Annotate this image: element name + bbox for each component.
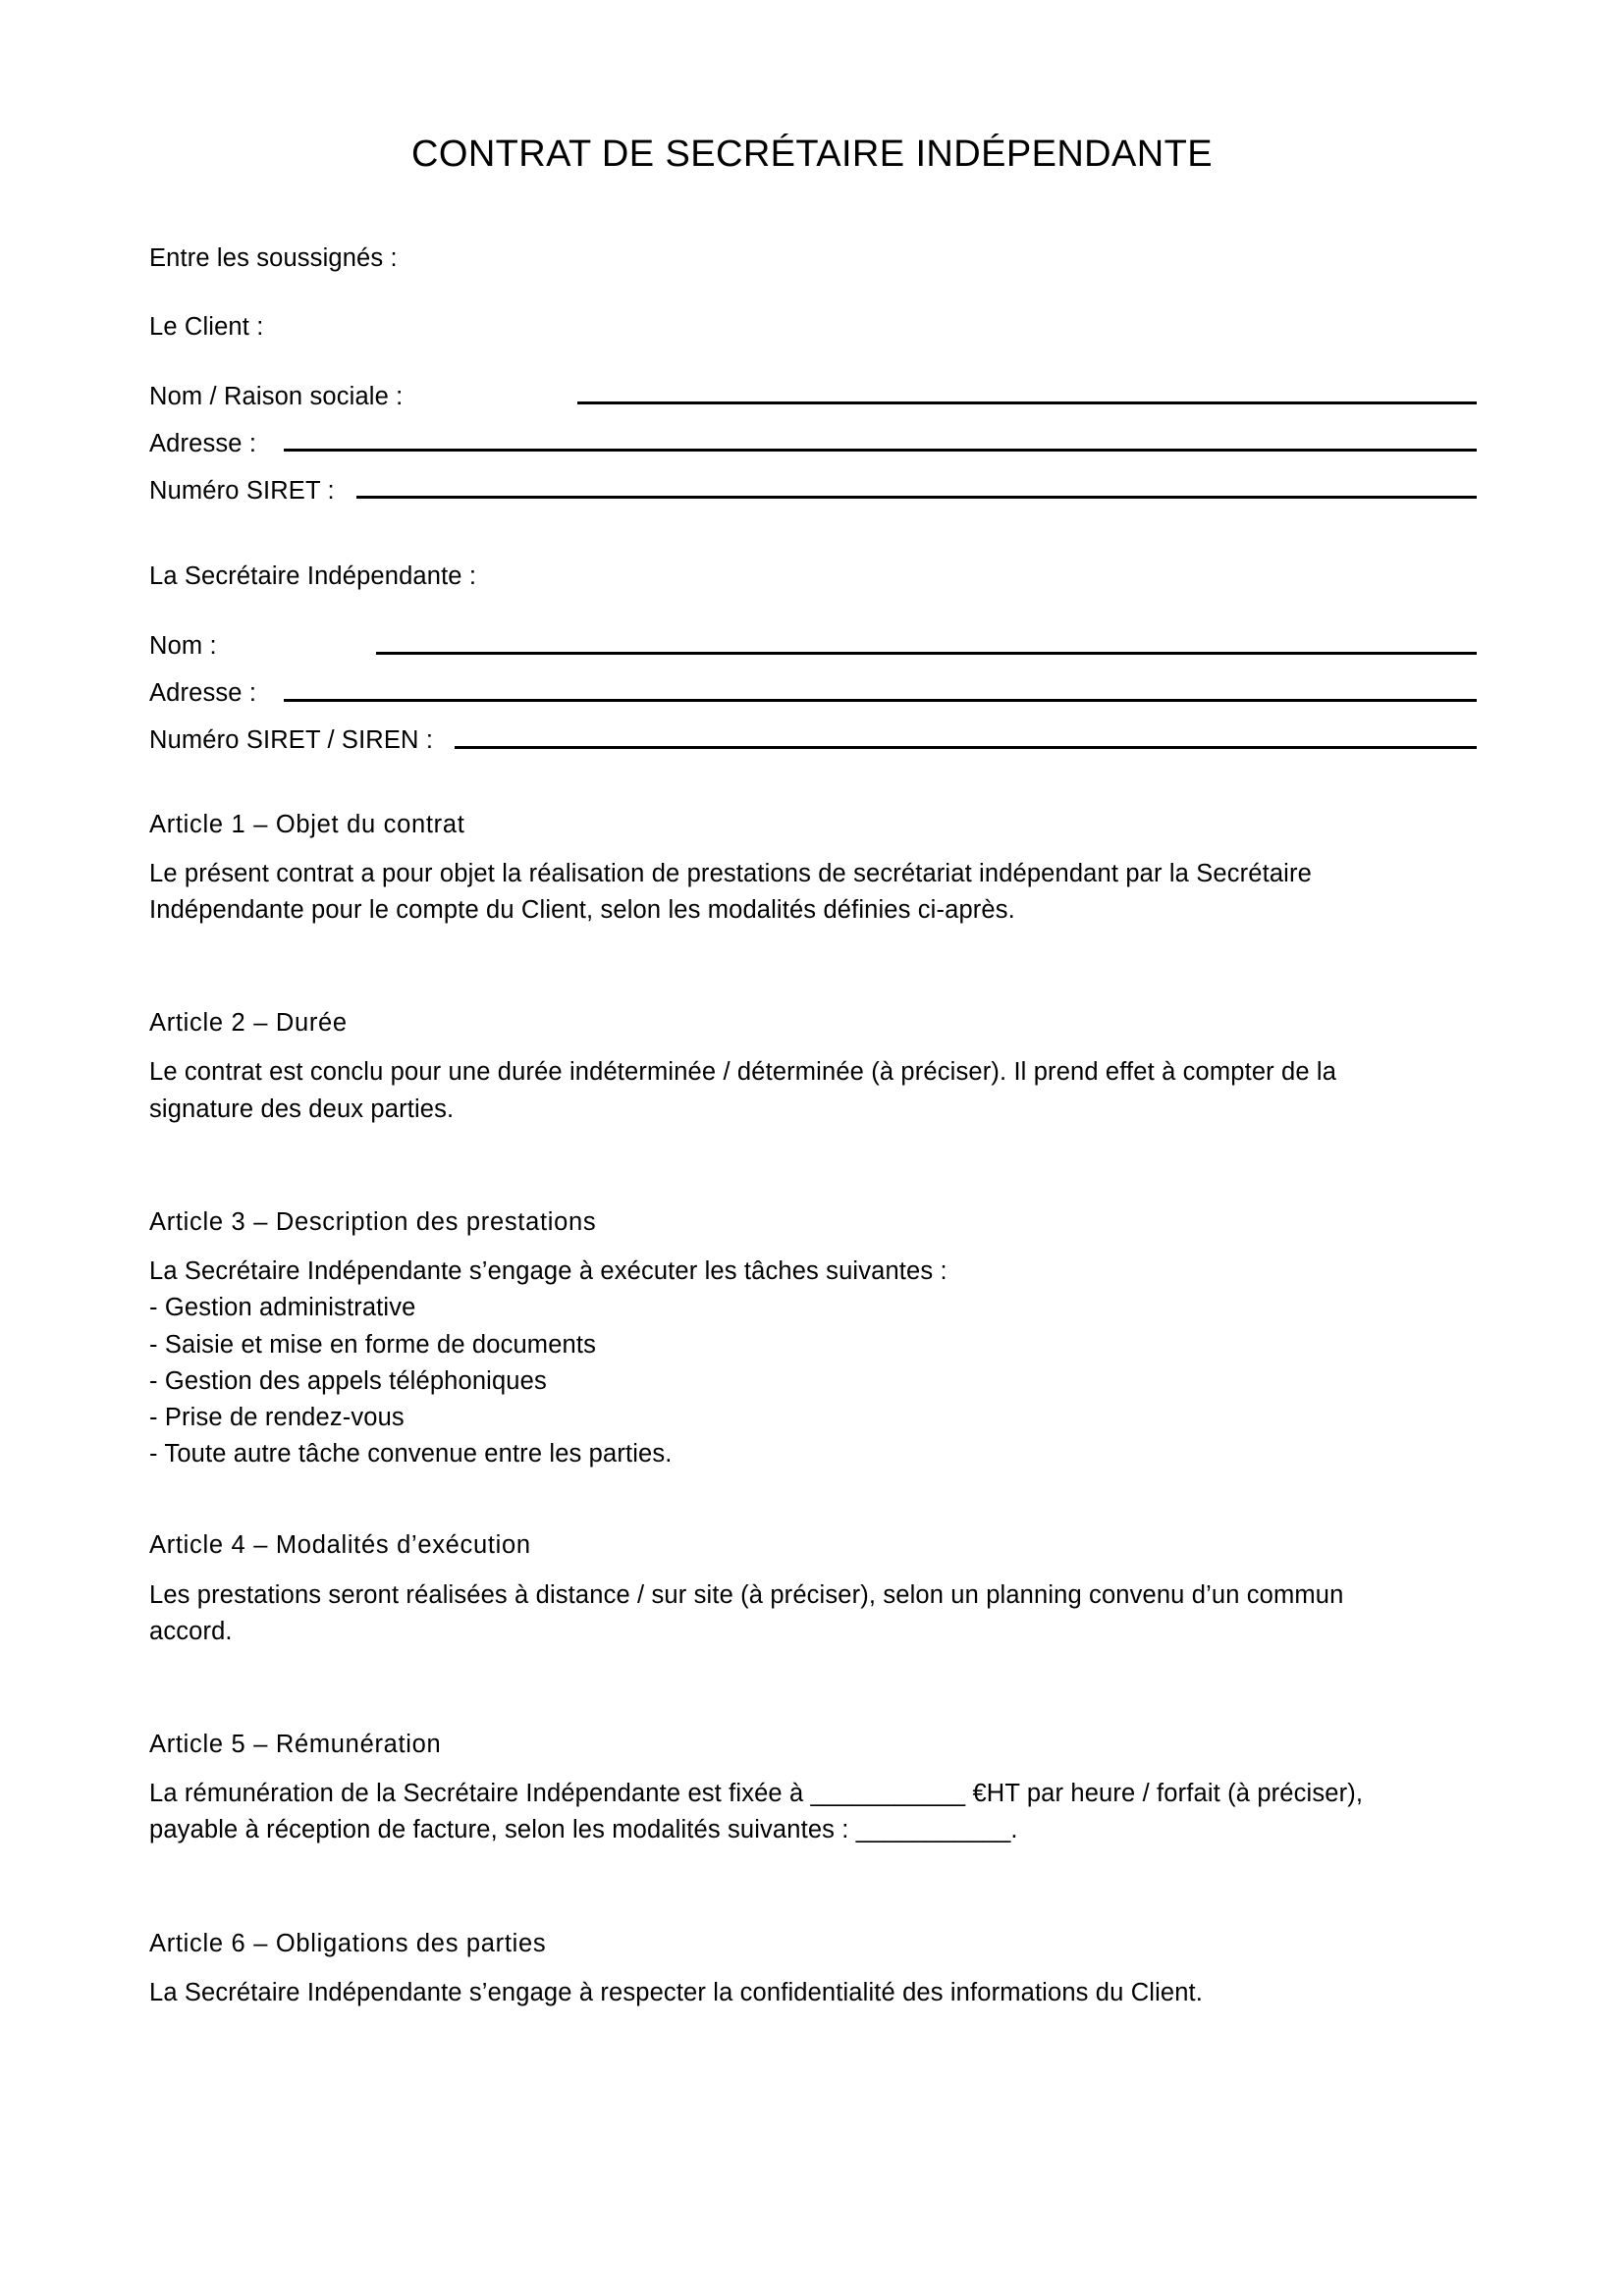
field-secretaire-siret[interactable] bbox=[149, 709, 1477, 756]
article-1 bbox=[149, 807, 1477, 930]
fill-line-client-adresse[interactable] bbox=[284, 449, 1477, 452]
spacer-4 bbox=[149, 1650, 1477, 1727]
field-client-adresse[interactable] bbox=[149, 411, 1477, 458]
field-label-client-adresse: Adresse : bbox=[149, 429, 257, 457]
spacer-1 bbox=[149, 929, 1477, 1005]
article-3-title: Article 3 – Description des prestations bbox=[149, 1207, 597, 1236]
article-6-title: Article 6 – Obligations des parties bbox=[149, 1929, 547, 1957]
document-body bbox=[149, 240, 1477, 2011]
list-item: - Prise de rendez-vous bbox=[149, 1403, 405, 1431]
field-client-nom[interactable] bbox=[149, 364, 1477, 411]
field-secretaire-nom[interactable] bbox=[149, 614, 1477, 662]
article-5 bbox=[149, 1727, 1477, 1849]
field-label-secretaire-adresse: Adresse : bbox=[149, 679, 257, 708]
article-5-body: La rémunération de la Secrétaire Indépendante est fixée à ___________ €HT par heure / forfait (à préciser), payable à réception de facture, selon les modalités suivantes : ___________. bbox=[149, 1780, 1364, 1844]
article-1-body: Le présent contrat a pour objet la réalisation de prestations de secrétariat indépendant par la Secrétaire Indépendante pour le compte du Client, selon les modalités définies ci-après. bbox=[149, 859, 1312, 925]
list-item: - Toute autre tâche convenue entre les parties. bbox=[149, 1440, 673, 1468]
page-title: CONTRAT DE SECRÉTAIRE INDÉPENDANTE bbox=[411, 133, 1213, 176]
fill-line-secretaire-adresse[interactable] bbox=[284, 699, 1477, 702]
article-4-body: Les prestations seront réalisées à distance / sur site (à préciser), selon un planning convenu d’un commun accord. bbox=[149, 1580, 1344, 1645]
field-client-siret[interactable] bbox=[149, 458, 1477, 506]
article-1-title: Article 1 – Objet du contrat bbox=[149, 810, 465, 838]
field-secretaire-adresse[interactable] bbox=[149, 662, 1477, 709]
article-2-title: Article 2 – Durée bbox=[149, 1009, 348, 1038]
article-3-body: La Secrétaire Indépendante s’engage à exécuter les tâches suivantes : bbox=[149, 1257, 947, 1286]
party-block-secretaire bbox=[149, 559, 1477, 755]
list-item: - Gestion administrative bbox=[149, 1294, 416, 1322]
article-6-body: La Secrétaire Indépendante s’engage à respecter la confidentialité des informations du Client. bbox=[149, 1978, 1204, 2006]
spacer-5 bbox=[149, 1849, 1477, 1926]
field-label-client-nom: Nom / Raison sociale : bbox=[149, 382, 404, 410]
fill-line-secretaire-siret[interactable] bbox=[455, 746, 1477, 749]
article-2-body: Le contrat est conclu pour une durée indéterminée / déterminée (à préciser). Il prend effet à compter de la signature des deux parties. bbox=[149, 1058, 1337, 1123]
client-heading: Le Client : bbox=[149, 313, 264, 342]
spacer-between-parties bbox=[149, 506, 1477, 559]
article-2 bbox=[149, 1005, 1477, 1128]
article-3 bbox=[149, 1204, 1477, 1473]
list-item: - Saisie et mise en forme de documents bbox=[149, 1330, 596, 1359]
intro-text: Entre les soussignés : bbox=[149, 244, 398, 272]
article-5-title: Article 5 – Rémunération bbox=[149, 1731, 442, 1759]
spacer-2 bbox=[149, 1128, 1477, 1204]
field-label-secretaire-nom: Nom : bbox=[149, 632, 217, 661]
fill-line-client-siret[interactable] bbox=[356, 496, 1477, 499]
party-block-client bbox=[149, 309, 1477, 506]
article-4 bbox=[149, 1527, 1477, 1650]
fill-line-secretaire-nom[interactable] bbox=[376, 652, 1477, 655]
fill-line-client-nom[interactable] bbox=[577, 401, 1477, 404]
article-6 bbox=[149, 1926, 1477, 2011]
article-3-task-list bbox=[149, 1290, 1477, 1472]
article-4-title: Article 4 – Modalités d’exécution bbox=[149, 1531, 531, 1560]
spacer-3 bbox=[149, 1472, 1477, 1527]
field-label-secretaire-siret: Numéro SIRET / SIREN : bbox=[149, 726, 434, 755]
list-item: - Gestion des appels téléphoniques bbox=[149, 1366, 547, 1395]
field-label-client-siret: Numéro SIRET : bbox=[149, 476, 335, 505]
spacer-before-articles bbox=[149, 756, 1477, 807]
secretaire-heading: La Secrétaire Indépendante : bbox=[149, 562, 477, 591]
